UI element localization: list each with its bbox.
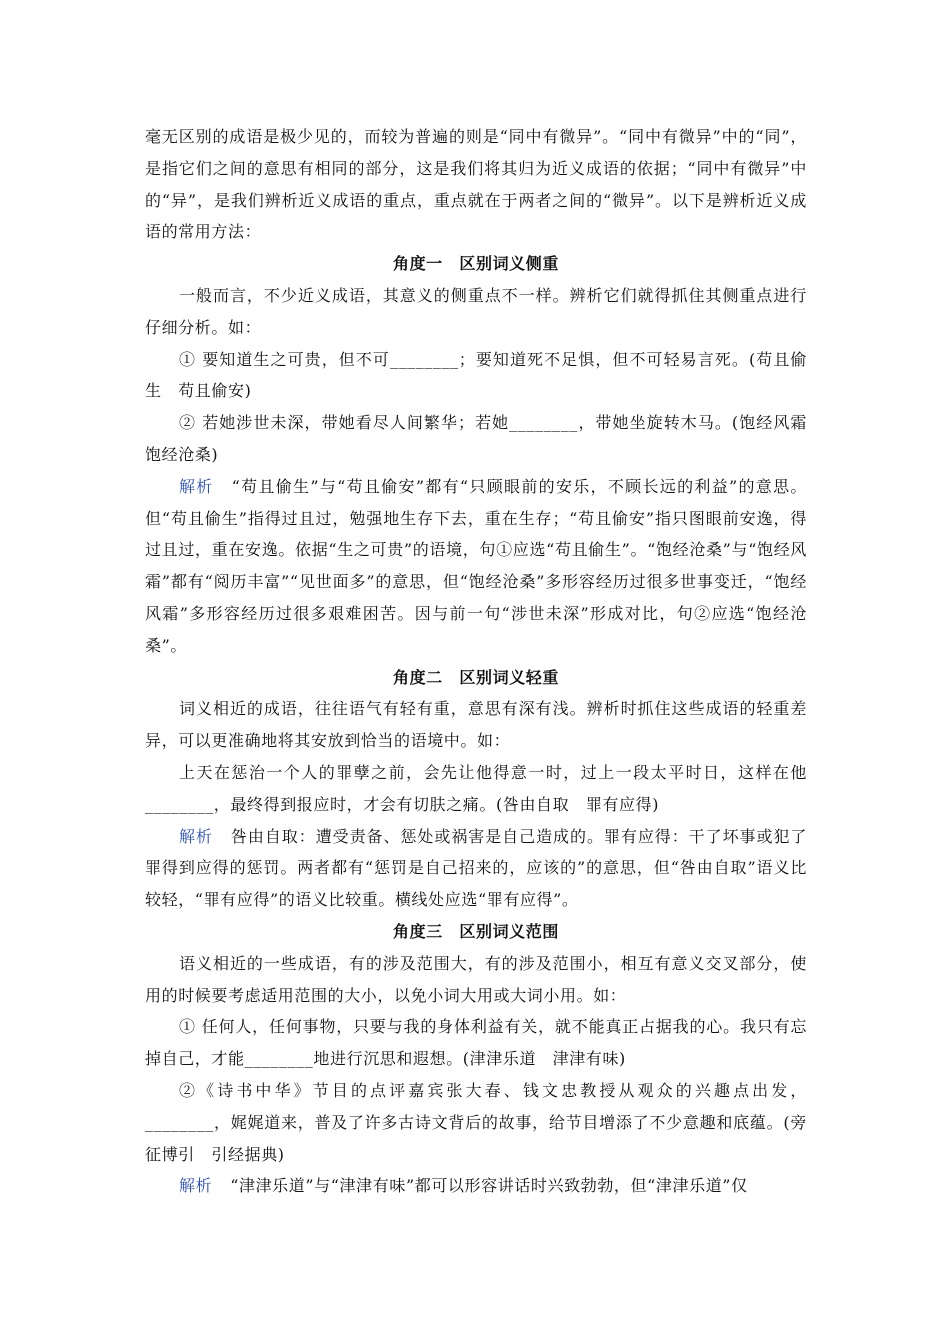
example-sentence: ②《诗书中华》节目的点评嘉宾张大春、钱文忠教授从观众的兴趣点出发，________，娓娓道来，普及了许多古诗文背后的故事，给节目增添了不少意趣和底蕴。(旁征博引 引经据典) — [145, 1080, 807, 1164]
example-sentence: ① 任何人，任何事物，只要与我的身体利益有关，就不能真正占据我的心。我只有忘掉自己，才能________地进行沉思和遐想。(津津乐道 津津有味) — [145, 1017, 807, 1069]
section-heading: 角度一 区别词义侧重 — [392, 254, 559, 274]
analysis-paragraph — [145, 471, 807, 662]
document-page — [145, 121, 824, 1202]
section-heading: 角度二 区别词义轻重 — [392, 667, 559, 687]
analysis-label: 解析 — [179, 476, 214, 496]
analysis-text: “津津乐道”与“津津有味”都可以形容讲话时兴致勃勃，但“津津乐道”仅 — [230, 1176, 748, 1196]
example-sentence: ① 要知道生之可贵，但不可________；要知道死不足惧，但不可轻易言死。(苟且偷生 苟且偷安) — [145, 349, 807, 401]
section-description: 词义相近的成语，往往语气有轻有重，意思有深有浅。辨析时抓住这些成语的轻重差异，可以更准确地将其安放到恰当的语境中。如： — [145, 699, 807, 751]
analysis-paragraph — [145, 821, 807, 916]
analysis-text: 咎由自取：遭受责备、惩处或祸害是自己造成的。罪有应得：干了坏事或犯了罪得到应得的惩罚。两者都有“惩罚是自己招来的，应该的”的意思，但“咎由自取”语义比较轻，“罪有应得”的语义比较重。横线处应选“罪有应得”。 — [145, 826, 808, 910]
analysis-label: 解析 — [179, 1176, 213, 1196]
example-sentence: 上天在惩治一个人的罪孽之前，会先让他得意一时，过上一段太平时日，这样在他________，最终得到报应时，才会有切肤之痛。(咎由自取 罪有应得) — [145, 762, 807, 814]
example-sentence: ② 若她涉世未深，带她看尽人间繁华；若她________，带她坐旋转木马。(饱经风霜 饱经沧桑) — [145, 413, 824, 464]
section-description: 一般而言，不少近义成语，其意义的侧重点不一样。辨析它们就得抓住其侧重点进行仔细分析。如： — [145, 285, 807, 337]
analysis-label: 解析 — [179, 826, 213, 846]
intro-paragraph: 毫无区别的成语是极少见的，而较为普遍的则是“同中有微异”。“同中有微异”中的“同”，是指它们之间的意思有相同的部分，这是我们将其归为近义成语的依据；“同中有微异”中的“异”，是我们辨析近义成语的重点，重点就在于两者之间的“微异”。以下是辨析近义成语的常用方法： — [145, 127, 807, 242]
analysis-text: “苟且偷生”与“苟且偷安”都有“只顾眼前的安乐，不顾长远的利益”的意思。但“苟且偷生”指得过且过，勉强地生存下去，重在生存；“苟且偷安”指只图眼前安逸，得过且过，重在安逸。依据“生之可贵”的语境，句①应选“苟且偷生”。“饱经沧桑”与“饱经风霜”都有“阅历丰富”“见世面多”的意思，但“饱经沧桑”多形容经历过很多世事变迁，“饱经风霜”多形容经历过很多艰难困苦。因与前一句“涉世未深”形成对比，句②应选“饱经沧桑”。 — [145, 476, 808, 655]
section-heading: 角度三 区别词义范围 — [392, 921, 559, 941]
section-description: 语义相近的一些成语，有的涉及范围大，有的涉及范围小，相互有意义交叉部分，使用的时候要考虑适用范围的大小，以免小词大用或大词小用。如： — [145, 953, 807, 1005]
analysis-paragraph — [145, 1170, 807, 1202]
